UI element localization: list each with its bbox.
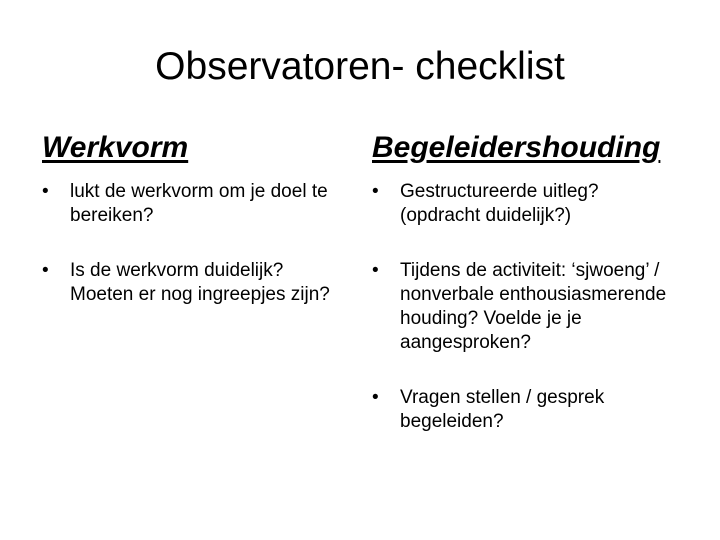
bullet-icon: •: [372, 181, 379, 202]
list-item: [372, 259, 672, 355]
bullet-list-werkvorm: [42, 180, 342, 307]
bullet-list-begeleidershouding: [372, 180, 672, 434]
column-heading-werkvorm: Werkvorm: [42, 131, 189, 164]
bullet-icon: •: [42, 260, 49, 281]
bullet-icon: •: [42, 181, 49, 202]
list-item-text: Gestructureerde uitleg? (opdracht duidelijk?): [400, 181, 599, 226]
bullet-icon: •: [372, 387, 379, 408]
bullet-icon: •: [372, 260, 379, 281]
column-begeleidershouding: [372, 128, 672, 465]
slide-title: Observatoren- checklist: [155, 45, 565, 88]
list-item: [42, 180, 342, 228]
column-heading-begeleidershouding: Begeleidershouding: [372, 131, 661, 164]
list-item-text: Tijdens de activiteit: ‘sjwoeng’ / nonverbale enthousiasmerende houding? Voelde je je aangesproken?: [400, 260, 667, 353]
column-werkvorm: [42, 128, 342, 338]
list-item: [372, 386, 672, 434]
list-item-text: Is de werkvorm duidelijk? Moeten er nog ingreepjes zijn?: [70, 260, 330, 305]
list-item-text: lukt de werkvorm om je doel te bereiken?: [70, 181, 328, 226]
list-item: [372, 180, 672, 228]
list-item-text: Vragen stellen / gesprek begeleiden?: [400, 387, 605, 432]
list-item: [42, 259, 342, 307]
